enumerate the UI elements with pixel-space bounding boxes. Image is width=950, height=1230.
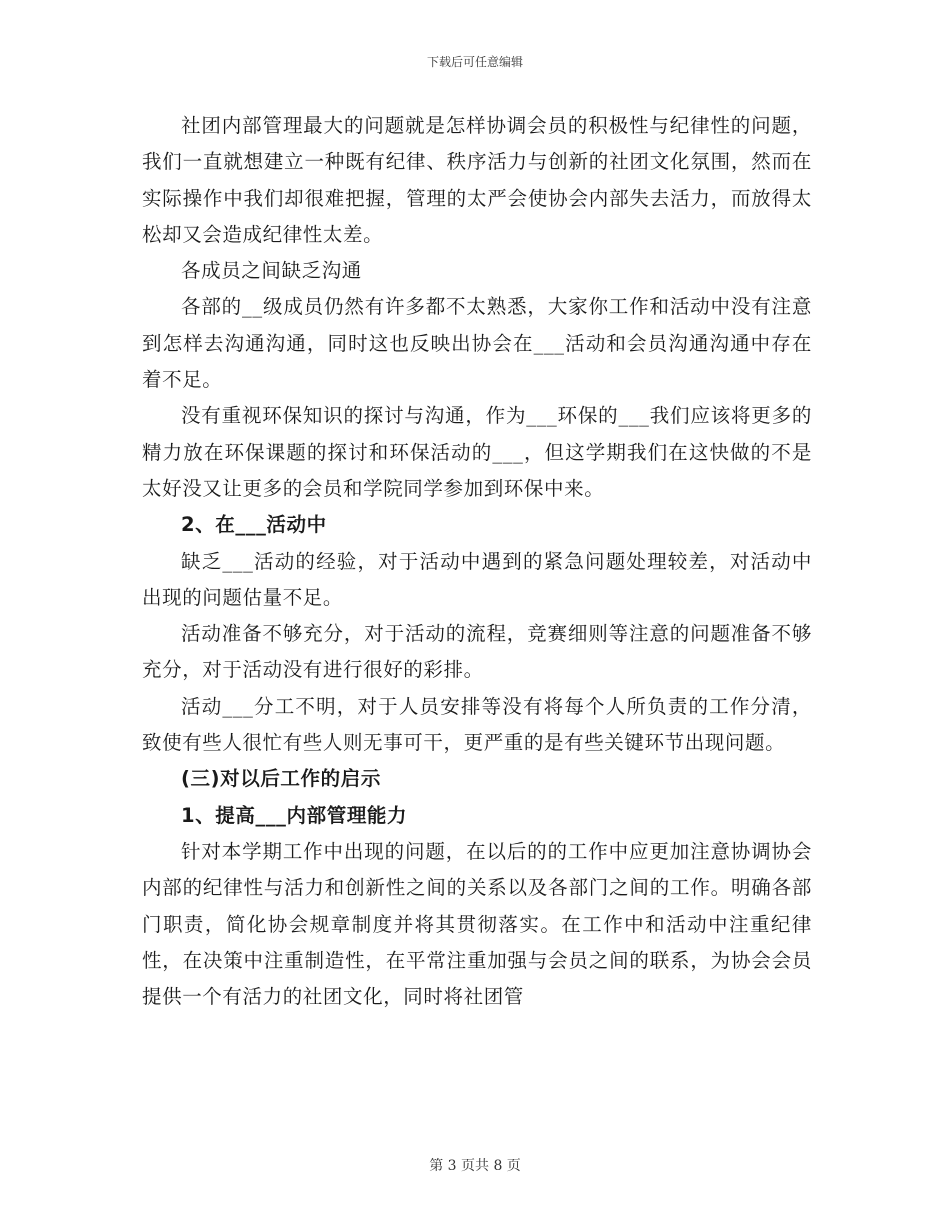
- paragraph: 活动准备不够充分，对于活动的流程，竞赛细则等注意的问题准备不够充分，对于活动没有进行很好的彩排。: [142, 622, 812, 682]
- section-heading: 1、提高___内部管理能力: [181, 803, 408, 827]
- page-header: 下载后可任意编辑: [426, 55, 523, 69]
- paragraph: 缺乏___活动的经验，对于活动中遇到的紧急问题处理较差，对活动中出现的问题估量不足。: [142, 549, 812, 609]
- paragraph: 各部的__级成员仍然有许多都不太熟悉，大家你工作和活动中没有注意到怎样去沟通沟通，同时这也反映出协会在___活动和会员沟通沟通中存在着不足。: [142, 295, 812, 392]
- paragraph: 各成员之间缺乏沟通: [181, 259, 362, 283]
- section-heading: (三)对以后工作的启示: [181, 767, 381, 791]
- document-body: [142, 108, 812, 1015]
- section-heading: 2、在___活动中: [181, 513, 327, 537]
- paragraph: 社团内部管理最大的问题就是怎样协调会员的积极性与纪律性的问题，我们一直就想建立一种既有纪律、秩序活力与创新的社团文化氛围，然而在实际操作中我们却很难把握，管理的太严会使协会内部失去活力，而放得太松却又会造成纪律性太差。: [142, 114, 812, 246]
- paragraph: 活动___分工不明，对于人员安排等没有将每个人所负责的工作分清，致使有些人很忙有些人则无事可干，更严重的是有些关键环节出现问题。: [142, 694, 812, 755]
- paragraph: 没有重视环保知识的探讨与沟通，作为___环保的___我们应该将更多的精力放在环保课题的探讨和环保活动的___，但这学期我们在这快做的不是太好没又让更多的会员和学院同学参加到环保中来。: [142, 404, 812, 500]
- paragraph: 针对本学期工作中出现的问题，在以后的的工作中应更加注意协调协会内部的纪律性与活力和创新性之间的关系以及各部门之间的工作。明确各部门职责，简化协会规章制度并将其贯彻落实。在工作中和活动中注重纪律性，在决策中注重制造性，在平常注重加强与会员之间的联系，为协会会员提供一个有活力的社团文化，同时将社团管: [142, 839, 812, 1009]
- page-footer: 第 3 页共 8 页: [429, 1158, 521, 1174]
